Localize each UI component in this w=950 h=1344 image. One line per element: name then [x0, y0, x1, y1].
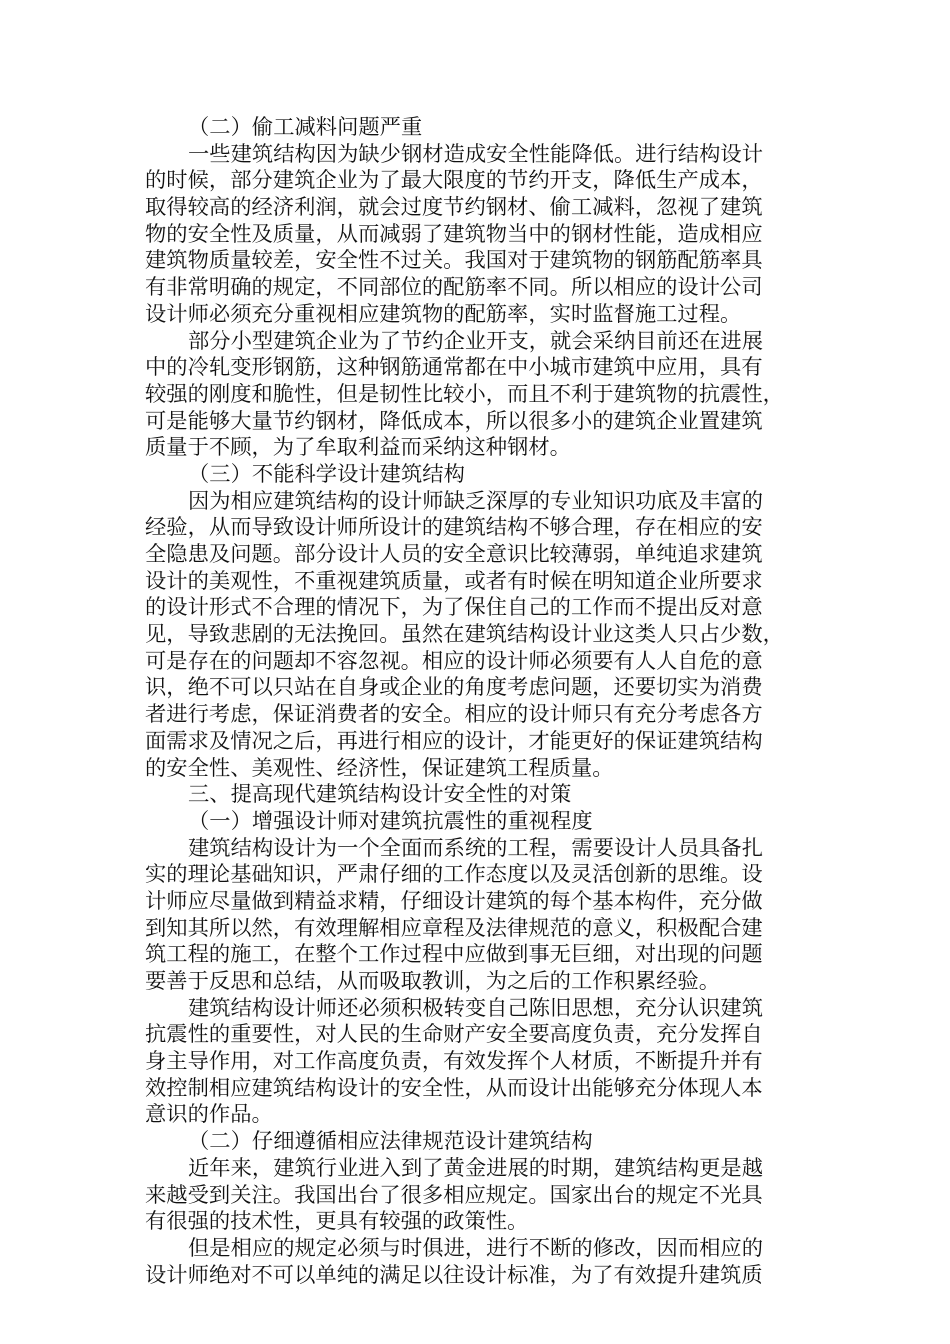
text-line: 因为相应建筑结构的设计师缺乏深厚的专业知识功底及丰富的 — [188, 488, 764, 514]
text-line: 要善于反思和总结，从而吸取教训，为之后的工作积累经验。 — [145, 969, 721, 994]
text-line: 意识的作品。 — [145, 1102, 273, 1128]
text-line: 的安全性、美观性、经济性，保证建筑工程质量。 — [145, 755, 614, 781]
text-line: 设计师必须充分重视相应建筑物的配筋率，实时监督施工过程。 — [145, 301, 742, 327]
text-line: 取得较高的经济利润，就会过度节约钢材、偷工减料，忽视了建筑 — [145, 195, 763, 221]
text-line: 抗震性的重要性，对人民的生命财产安全要高度负责，充分发挥自 — [145, 1022, 763, 1048]
text-line: 见，导致悲剧的无法挽回。虽然在建筑结构设计业这类人只占少数， — [145, 622, 784, 648]
text-line: 质量于不顾，为了牟取利益而采纳这种钢材。 — [145, 435, 571, 461]
text-line: 可是存在的问题却不容忽视。相应的设计师必须要有人人自危的意 — [145, 648, 763, 674]
text-line: 实的理论基础知识，严肃仔细的工作态度以及灵活创新的思维。设 — [145, 862, 763, 888]
document-body — [145, 115, 805, 1289]
text-line: 中的冷轧变形钢筋，这种钢筋通常都在中小城市建筑中应用，具有 — [145, 355, 763, 381]
text-line: 来越受到关注。我国出台了很多相应规定。国家出台的规定不光具 — [145, 1182, 763, 1208]
text-line: 有很强的技术性，更具有较强的政策性。 — [145, 1209, 529, 1235]
text-line: 建筑物质量较差，安全性不过关。我国对于建筑物的钢筋配筋率具 — [145, 248, 763, 274]
text-line: 设计师绝对不可以单纯的满足以往设计标准，为了有效提升建筑质 — [145, 1262, 763, 1288]
text-line: 筑工程的施工，在整个工作过程中应做到事无巨细，对出现的问题 — [145, 942, 763, 968]
text-line: 效控制相应建筑结构设计的安全性，从而设计出能够充分体现人本 — [145, 1075, 763, 1101]
text-line: 三、提高现代建筑结构设计安全性的对策 — [188, 782, 572, 808]
text-line: 物的安全性及质量，从而减弱了建筑物当中的钢材性能，造成相应 — [145, 221, 763, 247]
text-line: 但是相应的规定必须与时俱进，进行不断的修改，因而相应的 — [188, 1235, 764, 1261]
text-line: 计师应尽量做到精益求精，仔细设计建筑的每个基本构件，充分做 — [145, 888, 763, 914]
text-line: 身主导作用，对工作高度负责，有效发挥个人材质，不断提升并有 — [145, 1049, 763, 1075]
text-line: 有非常明确的规定，不同部位的配筋率不同。所以相应的设计公司 — [145, 275, 763, 301]
text-line: 的设计形式不合理的情况下，为了保住自己的工作而不提出反对意 — [145, 595, 763, 621]
text-line: 可是能够大量节约钢材，降低成本，所以很多小的建筑企业置建筑 — [145, 408, 763, 434]
text-line: 全隐患及问题。部分设计人员的安全意识比较薄弱，单纯追求建筑 — [145, 542, 763, 567]
text-line: 建筑结构设计为一个全面而系统的工程，需要设计人员具备扎 — [188, 835, 764, 861]
text-line: 的时候，部分建筑企业为了最大限度的节约开支，降低生产成本， — [145, 168, 763, 194]
text-line: （三）不能科学设计建筑结构 — [188, 461, 465, 487]
text-line: 经验，从而导致设计师所设计的建筑结构不够合理，存在相应的安 — [145, 515, 763, 541]
text-line: 设计的美观性，不重视建筑质量，或者有时候在明知道企业所要求 — [145, 568, 763, 594]
text-line: 较强的刚度和脆性，但是韧性比较小，而且不利于建筑物的抗震性， — [145, 381, 784, 407]
text-line: 识，绝不可以只站在自身或企业的角度考虑问题，还要切实为消费 — [145, 675, 763, 701]
text-line: 部分小型建筑企业为了节约企业开支，就会采纳目前还在进展 — [188, 328, 764, 354]
text-line: 一些建筑结构因为缺少钢材造成安全性能降低。进行结构设计 — [188, 141, 764, 167]
text-line: 建筑结构设计师还必须积极转变自己陈旧思想，充分认识建筑 — [188, 995, 764, 1021]
text-line: （二）仔细遵循相应法律规范设计建筑结构 — [188, 1129, 593, 1155]
text-line: 近年来，建筑行业进入到了黄金进展的时期，建筑结构更是越 — [188, 1155, 764, 1181]
text-line: 面需求及情况之后，再进行相应的设计，才能更好的保证建筑结构 — [145, 728, 763, 754]
text-line: （二）偷工减料问题严重 — [188, 115, 423, 140]
text-line: 到知其所以然，有效理解相应章程及法律规范的意义，积极配合建 — [145, 915, 763, 941]
text-line: 者进行考虑，保证消费者的安全。相应的设计师只有充分考虑各方 — [145, 702, 763, 728]
text-line: （一）增强设计师对建筑抗震性的重视程度 — [188, 808, 593, 834]
